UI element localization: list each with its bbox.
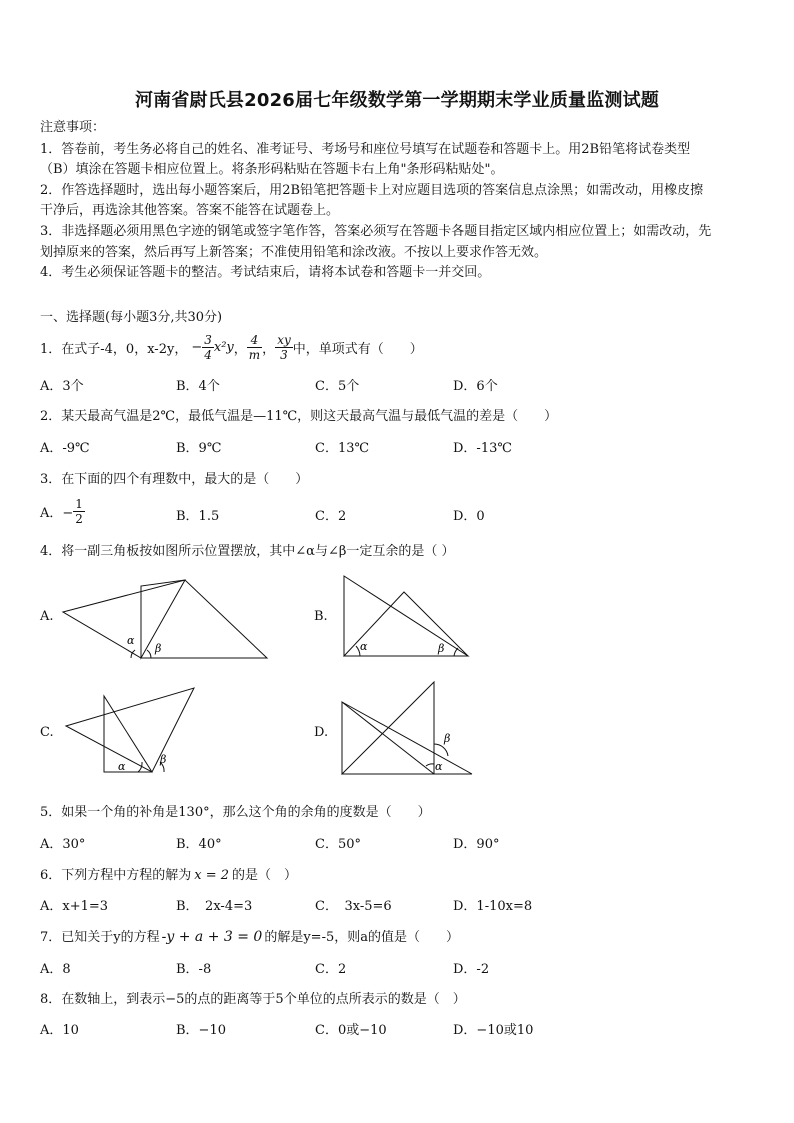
q1-prefix: 1．在式子-4，0，x-2y， (40, 341, 188, 357)
q2-option-d: D．-13℃ (453, 441, 512, 456)
q7-option-a: A．8 (40, 962, 71, 977)
q3-option-d: D．0 (453, 509, 485, 524)
notice-line: 3．非选择题必须用黑色字迹的钢笔或签字笔作答，答案必须写在答题卡各题目指定区域内相应位置上；如需改动，先 (40, 224, 712, 239)
q4-label-b: B. (314, 609, 328, 624)
question-3: 3．在下面的四个有理数中，最大的是（ ） (40, 472, 309, 487)
notice-line: 4．考生必须保证答题卡的整洁。考试结束后，请将本试卷和答题卡一并交回。 (40, 265, 491, 280)
q5-option-a: A．30° (40, 837, 86, 852)
q7-equation: -y + a + 3 = 0 (161, 929, 263, 945)
q1-sep: ， (233, 341, 247, 357)
notice-line: 划掉原来的答案，然后再写上新答案；不准使用铅笔和涂改液。不按以上要求作答无效。 (40, 245, 548, 260)
q1-sep: ， (262, 341, 276, 357)
q6-option-a: A．x+1=3 (40, 899, 109, 914)
beta-label: β (438, 642, 445, 655)
q4-figure-d (338, 680, 478, 778)
q1-option-a: A．3个 (40, 379, 84, 394)
notice-line: 1．答卷前，考生务必将自己的姓名、准考证号、考场号和座位号填写在试题卷和答题卡上。用2B铅笔将试卷类型 (40, 142, 691, 157)
q6-option-d: D．1-10x=8 (453, 899, 533, 914)
q8-option-c: C．0或−10 (315, 1023, 387, 1038)
q6-option-b: B． 2x-4=3 (176, 899, 253, 914)
question-6 (40, 864, 297, 883)
q1-option-b: B．4个 (176, 379, 220, 394)
q2-option-c: C．13℃ (315, 441, 370, 456)
q5-option-c: C．50° (315, 837, 361, 852)
beta-label: β (155, 642, 162, 655)
notice-heading: 注意事项： (40, 120, 106, 135)
q5-option-b: B．40° (176, 837, 222, 852)
beta-label: β (444, 732, 451, 745)
q1-term: x²y (213, 339, 234, 355)
q1-fraction-2: $\frac{4}{m}$ (248, 332, 261, 362)
q3-option-a-label: A．− (40, 505, 74, 521)
q7-stem-end: 的解是y=-5，则a的值是（ ） (264, 930, 459, 945)
alpha-label: α (360, 640, 368, 653)
q1-neg: − (191, 339, 203, 355)
question-2: 2．某天最高气温是2℃，最低气温是—11℃，则这天最高气温与最低气温的差是（ ） (40, 409, 558, 424)
question-5: 5．如果一个角的补角是130°，那么这个角的余角的度数是（ ） (40, 805, 431, 820)
question-8: 8．在数轴上，到表示−5的点的距离等于5个单位的点所表示的数是（ ） (40, 992, 466, 1007)
q1-fraction-1: $\frac{3}{4}$ (204, 332, 212, 362)
alpha-label: α (435, 760, 443, 773)
q7-option-d: D．-2 (453, 962, 490, 977)
q1-option-d: D．6个 (453, 379, 498, 394)
q2-option-b: B．9℃ (176, 441, 222, 456)
q6-stem-end: 的是（ ） (232, 868, 298, 883)
question-1 (40, 328, 423, 366)
q2-option-a: A．-9℃ (40, 441, 90, 456)
alpha-label: α (118, 760, 126, 773)
beta-label: β (160, 753, 167, 766)
q7-stem: 7．已知关于y的方程 (40, 930, 160, 945)
q8-option-d: D．−10或10 (453, 1023, 534, 1038)
q3-option-a (40, 492, 85, 530)
q4-label-c: C. (40, 725, 54, 740)
q1-option-c: C．5个 (315, 379, 360, 394)
section-heading: 一、选择题(每小题3分,共30分) (40, 310, 223, 325)
q8-option-a: A．10 (40, 1023, 79, 1038)
q4-figure-b (338, 572, 473, 660)
notice-line: 2．作答选择题时，选出每小题答案后，用2B铅笔把答题卡上对应题目选项的答案信息点涂黑；如需改动，用橡皮擦 (40, 183, 704, 198)
q5-option-d: D．90° (453, 837, 500, 852)
q7-option-b: B．-8 (176, 962, 212, 977)
q4-figure-a (55, 572, 275, 664)
q6-equation: x = 2 (194, 868, 230, 883)
q4-label-d: D. (314, 725, 329, 740)
q4-label-a: A. (40, 609, 54, 624)
q4-figure-c (60, 684, 200, 776)
notice-line: 干净后，再选涂其他答案。答案不能答在试题卷上。 (40, 203, 340, 218)
question-4: 4．将一副三角板按如图所示位置摆放，其中∠α与∠β一定互余的是（ ） (40, 544, 455, 559)
notice-line: （B）填涂在答题卡相应位置上。将条形码粘贴在答题卡右上角"条形码粘贴处"。 (40, 162, 504, 177)
q3-option-c: C．2 (315, 509, 347, 524)
q6-stem: 6．下列方程中方程的解为 (40, 868, 192, 883)
q1-suffix: 中，单项式有（ ） (292, 341, 423, 357)
alpha-label: α (127, 634, 135, 647)
q8-option-b: B．−10 (176, 1023, 226, 1038)
q7-option-c: C．2 (315, 962, 347, 977)
q6-option-c: C． 3x-5=6 (315, 899, 392, 914)
q3-option-b: B．1.5 (176, 509, 220, 524)
question-7 (40, 926, 459, 945)
page-title: 河南省尉氏县2026届七年级数学第一学期期末学业质量监测试题 (134, 90, 660, 111)
q3-option-a-fraction: $\frac{1}{2}$ (75, 496, 83, 526)
q1-fraction-3: $\frac{xy}{3}$ (277, 332, 291, 362)
